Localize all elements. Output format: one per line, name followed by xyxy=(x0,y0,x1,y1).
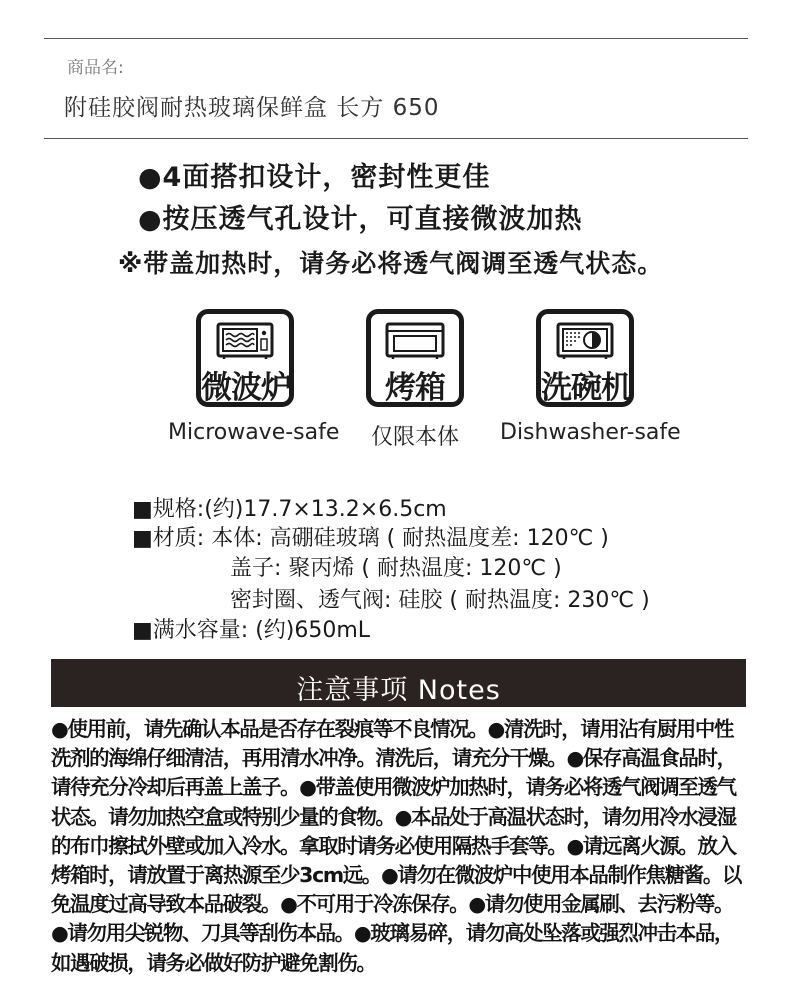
notes-line: 状态。请勿加热空盒或特别少量的食物。●本品处于高温状态时，请勿用冷水浸湿 xyxy=(51,804,736,829)
product-name-label: 商品名: xyxy=(67,58,124,78)
microwave-badge xyxy=(196,309,294,407)
spec-material-lid: 盖子: 聚丙烯 ( 耐热温度: 120℃ ) xyxy=(230,556,562,581)
oven-label: 烤箱 xyxy=(385,370,445,406)
notes-line: 如遇破损，请务必做好防护避免割伤。 xyxy=(51,950,376,975)
spec-capacity: ■满水容量: (约)650mL xyxy=(132,618,371,643)
spec-size: ■规格:(约)17.7×13.2×6.5cm xyxy=(132,497,447,522)
microwave-icon xyxy=(216,322,274,360)
oven-caption: 仅限本体 xyxy=(370,425,459,450)
notes-title: 注意事项 Notes xyxy=(296,675,501,706)
spec-material-body: ■材质: 本体: 高硼硅玻璃 ( 耐热温度差: 120℃ ) xyxy=(132,526,609,551)
notes-line: ●使用前，请先确认本品是否存在裂痕等不良情况。●清洗时，请用沾有厨用中性 xyxy=(51,717,734,741)
notes-line: 请待充分冷却后再盖上盖子。●带盖使用微波炉加热时，请务必将透气阀调至透气 xyxy=(51,775,736,800)
notes-header-bar xyxy=(51,659,746,707)
dishwasher-badge xyxy=(536,309,634,407)
dishwasher-caption: Dishwasher-safe xyxy=(500,420,681,445)
oven-icon xyxy=(385,322,445,360)
caution-note: ※带盖加热时，请务必将透气阀调至透气状态。 xyxy=(118,249,664,278)
notes-line: 免温度过高导致本品破裂。●不可用于冷冻保存。●请勿使用金属刷、去污粉等。 xyxy=(51,892,734,917)
notes-line: 洗剂的海绵仔细清洁，再用清水冲净。清洗后，请充分干燥。●保存高温食品时， xyxy=(51,746,736,771)
notes-body xyxy=(51,715,751,978)
product-name: 附硅胶阀耐热玻璃保鲜盒 长方 650 xyxy=(64,95,440,121)
dishwasher-icon xyxy=(556,322,614,360)
feature-vent: ●按压透气孔设计，可直接微波加热 xyxy=(138,204,583,235)
microwave-caption: Microwave-safe xyxy=(168,420,340,445)
microwave-label: 微波炉 xyxy=(201,370,291,406)
spec-material-seal: 密封圈、透气阀: 硅胶 ( 耐热温度: 230℃ ) xyxy=(230,588,650,613)
notes-line: 的布巾擦拭外壁或加入冷水。拿取时请务必使用隔热手套等。●请远离火源。放入 xyxy=(51,833,736,858)
notes-line: 烤箱时，请放置于离热源至少3cm远。●请勿在微波炉中使用本品制作焦糖酱。以 xyxy=(51,863,742,888)
dishwasher-label: 洗碗机 xyxy=(541,370,631,406)
header-divider xyxy=(44,138,748,139)
oven-badge xyxy=(366,309,464,407)
feature-latch: ●4面搭扣设计，密封性更佳 xyxy=(138,162,491,193)
notes-line: ●请勿用尖锐物、刀具等刮伤本品。●玻璃易碎，请勿高处坠落或强烈冲击本品， xyxy=(51,921,734,946)
top-divider xyxy=(44,38,748,39)
